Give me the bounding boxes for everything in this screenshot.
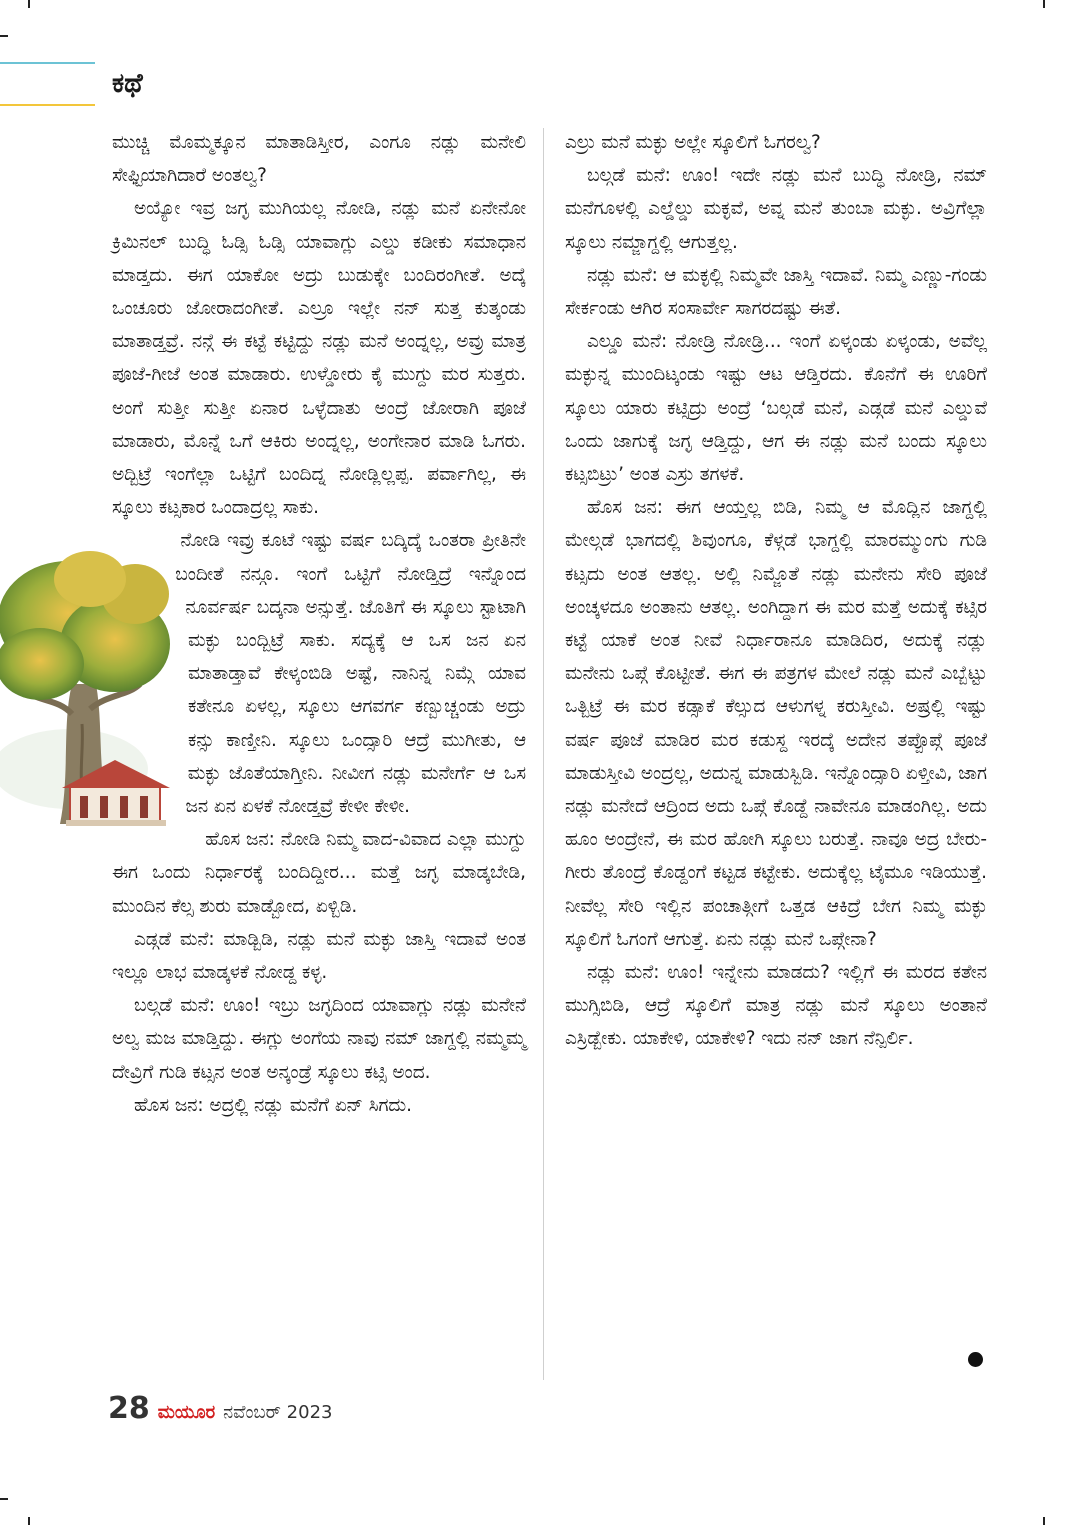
section-title: ಕಥೆ <box>112 68 143 99</box>
crop-mark-bottom-right <box>1043 1517 1045 1525</box>
left-paragraph-7: ಹೊಸ ಜನ: ಅದ್ರಲ್ಲಿ ನಡ್ಲು ಮನೆಗೆ ಏನ್ ಸಿಗದು. <box>134 1094 412 1116</box>
left-paragraph-6: ಬಲ್ಗಡೆ ಮನೆ: ಊಂ! ಇಬ್ರು ಜಗ್ಳದಿಂದ ಯಾವಾಗ್ಲು ನಡ್ಲು ಮನೇನೆ ಅಲ್ವ ಮಜ ಮಾಡ್ತಿದ್ದು. ಈಗ್ಲು ಅಂಗೆಯ ನಾವು ನಮ್ ಜಾಗ್ದಲ್ಲಿ ನಮ್ಮಮ್ಮ ದೇವ್ರಿಗೆ ಗುಡಿ ಕಟ್ಸನ ಅಂತ ಅನ್ಕಂಡ್ರೆ ಸ್ಕೂಲು ಕಟ್ಸಿ ಅಂದ. <box>112 995 526 1083</box>
page-footer <box>108 1391 332 1431</box>
column-divider <box>543 128 544 1380</box>
left-paragraph-2: ಅಯ್ಯೋ ಇವ್ರ ಜಗ್ಳ ಮುಗಿಯಲ್ಲ ನೋಡಿ, ನಡ್ಲು ಮನೆ ಏನೇನೋ ಕ್ರಿಮಿನಲ್ ಬುದ್ಧಿ ಓಡ್ಸಿ ಓಡ್ಸಿ ಯಾವಾಗ್ಲು ಎಲ್ಡು ಕಡೀಕು ಸಮಾಧಾನ ಮಾಡ್ತದು. ಈಗ ಯಾಕೋ ಅದ್ರು ಬುಡುಕ್ಕೇ ಬಂದಿರಂಗೀತೆ. ಅದ್ಕೆ ಒಂಚೂರು ಜೋರಾದಂಗೀತೆ. ಎಲ್ರೂ ಇಲ್ಲೇ ನನ್ ಸುತ್ತ ಕುತ್ಕಂಡು ಮಾತಾಡ್ತವ್ರೆ. ನನ್ಗೆ ಈ ಕಟ್ಟೆ ಕಟ್ಟಿದ್ದು ನಡ್ಲು ಮನೆ ಅಂದ್ನಲ್ಲ, ಅವ್ರು ಮಾತ್ರ ಪೂಜೆ-ಗೀಜೆ ಅಂತ ಮಾಡಾರು. ಉಳ್ಡೋರು ಕೈ ಮುಗ್ದು ಮರ ಸುತ್ತರು. ಅಂಗೆ ಸುತ್ತೀ ಸುತ್ತೀ ಏನಾರ ಒಳ್ಳೆದಾತು ಅಂದ್ರೆ ಜೋರಾಗಿ ಪೂಜೆ ಮಾಡಾರು, ಮೊನ್ನೆ ಒಗೆ ಆಕಿರು ಅಂದ್ನಲ್ಲ, ಅಂಗೇನಾರ ಮಾಡಿ ಓಗರು. ಅದ್ಬಿಟ್ರೆ ಇಂಗೆಲ್ಲಾ ಒಟ್ಟಿಗೆ ಬಂದಿದ್ನ ನೋಡ್ಲಿಲ್ಲಪ್ಪ. ಪರ್ವಾಗಿಲ್ಲ, ಈ ಸ್ಕೂಲು ಕಟ್ಸಕಾರ ಒಂದಾದ್ರಲ್ಲ ಸಾಕು. <box>112 198 526 519</box>
right-column <box>565 126 987 1056</box>
crop-mark-left-upper <box>0 35 8 37</box>
header-rule-top <box>0 62 95 64</box>
left-paragraph-5: ಎಡ್ಗಡೆ ಮನೆ: ಮಾಡ್ಬಿಡಿ, ನಡ್ಲು ಮನೆ ಮಕ್ಳು ಜಾಸ್ತಿ ಇದಾವೆ ಅಂತ ಇಲ್ಲೂ ಲಾಭ ಮಾಡ್ಕಳಕೆ ನೋಡ್ದ ಕಳ್ಳ. <box>112 928 526 984</box>
left-column <box>112 126 526 1122</box>
header-rule-bottom <box>0 104 95 106</box>
right-paragraph-5: ಹೊಸ ಜನ: ಈಗ ಆಯ್ತಲ್ಲ ಬಿಡಿ, ನಿಮ್ಮ ಆ ಮೊದ್ಲಿನ ಜಾಗ್ದಲ್ಲಿ ಮೇಲ್ಗಡೆ ಭಾಗದಲ್ಲಿ ಶಿವುಂಗೂ, ಕೆಳ್ಗಡೆ ಭಾಗ್ದಲ್ಲಿ ಮಾರಮ್ಮುಂಗು ಗುಡಿ ಕಟ್ಸದು ಅಂತ ಆತಲ್ಲ. ಅಲ್ಲಿ ನಿಮ್ಜೊತೆ ನಡ್ಲು ಮನೇನು ಸೇರಿ ಪೂಜೆ ಅಂಚ್ಕಳದೂ ಅಂತಾನು ಆತಲ್ಲ. ಅಂಗಿದ್ದಾಗ ಈ ಮರ ಮತ್ತೆ ಅದುಕ್ಕೆ ಕಟ್ಸಿರ ಕಟ್ಟೆ ಯಾಕೆ ಅಂತ ನೀವೆ ನಿರ್ಧಾರಾನೂ ಮಾಡಿದಿರ, ಅದುಕ್ಕೆ ನಡ್ಲು ಮನೇನು ಒಪ್ಗೆ ಕೊಟ್ಟೀತೆ. ಈಗ ಈ ಪತ್ರಗಳ ಮೇಲೆ ನಡ್ಲು ಮನೆ ಎಬ್ಬೆಟ್ಟು ಒತ್ಬಿಟ್ರೆ ಈ ಮರ ಕಡ್ಸಾಕೆ ಕೆಲ್ಸುದ ಆಳುಗಳ್ನ ಕರುಸ್ತೀವಿ. ಅಷ್ರಲ್ಲಿ ಇಷ್ಟು ವರ್ಷ ಪೂಜೆ ಮಾಡಿರ ಮರ ಕಡುಸ್ದ ಇರದ್ಕೆ ಅದೇನ ತಪ್ಪೊಪ್ಗೆ ಪೂಜೆ ಮಾಡುಸ್ತೀವಿ ಅಂದ್ರಲ್ಲ, ಅದುನ್ನ ಮಾಡುಸ್ಬಿಡಿ. ಇನ್ನೊಂದ್ಸಾರಿ ಏಳ್ತೀವಿ, ಜಾಗ ನಡ್ಲು ಮನೇದೆ ಆದ್ರಿಂದ ಅದು ಒಪ್ಗೆ ಕೊಡ್ದೆ ನಾವೇನೂ ಮಾಡಂಗಿಲ್ಲ. ಅದು ಹೂಂ ಅಂದ್ರೇನೆ, ಈ ಮರ ಹೋಗಿ ಸ್ಕೂಲು ಬರುತ್ತೆ. ನಾವೂ ಅದ್ರ ಬೇರು-ಗೀರು ತೊಂದ್ರೆ ಕೊಡ್ದಂಗೆ ಕಟ್ಟಡ ಕಟ್ಟೇಕು. ಅದುಕ್ಕೆಲ್ಲ ಟೈಮೂ ಇಡಿಯುತ್ತೆ. ನೀವೆಲ್ಲ ಸೇರಿ ಇಲ್ಲಿನ ಪಂಚಾತ್ಗೀಗೆ ಒತ್ತಡ ಆಕಿದ್ರೆ ಬೇಗ ನಿಮ್ಮ ಮಕ್ಳು ಸ್ಕೂಲಿಗೆ ಓಗಂಗೆ ಆಗುತ್ತೆ. ಏನು ನಡ್ಲು ಮನೆ ಒಪ್ಗೇನಾ? <box>565 497 987 950</box>
story-end-bullet-icon <box>968 1352 983 1367</box>
crop-mark-top-left <box>28 0 30 8</box>
right-paragraph-1: ಎಲ್ರು ಮನೆ ಮಕ್ಳು ಅಲ್ಲೇ ಸ್ಕೂಲಿಗೆ ಓಗರಲ್ವ? <box>565 132 821 153</box>
crop-mark-left-lower <box>0 1498 8 1500</box>
crop-mark-bottom-left <box>28 1517 30 1525</box>
right-paragraph-2: ಬಲ್ಗಡೆ ಮನೆ: ಊಂ! ಇದೇ ನಡ್ಲು ಮನೆ ಬುದ್ಧಿ ನೋಡ್ರಿ, ನಮ್ ಮನೆಗೂಳಲ್ಲಿ ಎಲ್ಡೆಲ್ಡು ಮಕ್ಳವೆ, ಅವ್ನ ಮನೆ ತುಂಬಾ ಮಕ್ಳು. ಅವ್ರಿಗೆಲ್ಲಾ ಸ್ಕೂಲು ನಮ್ಜಾಗ್ದಲ್ಲಿ ಆಗುತ್ತಲ್ಲ. <box>565 165 987 253</box>
magazine-name: ಮಯೂರ <box>157 1402 216 1423</box>
crop-mark-top-right <box>1043 0 1045 8</box>
right-paragraph-6: ನಡ್ಲು ಮನೆ: ಊಂ! ಇನ್ನೇನು ಮಾಡದು? ಇಲ್ಲಿಗೆ ಈ ಮರದ ಕತೇನ ಮುಗ್ಸಿಬಿಡಿ, ಆದ್ರೆ ಸ್ಕೂಲಿಗೆ ಮಾತ್ರ ನಡ್ಲು ಮನೆ ಸ್ಕೂಲು ಅಂತಾನೆ ಎಸ್ರಿಡ್ಬೇಕು. ಯಾಕೇಳಿ, ಯಾಕೇಳಿ? ಇದು ನನ್ ಜಾಗ ನೆನ್ಪಿರ್ಲಿ. <box>565 962 987 1050</box>
page-number: 28 <box>108 1391 150 1426</box>
left-paragraph-4: ಹೊಸ ಜನ: ನೋಡಿ ನಿಮ್ಮ ವಾದ-ವಿವಾದ ಎಲ್ಲಾ ಮುಗ್ದು ಈಗ ಒಂದು ನಿರ್ಧಾರಕ್ಕೆ ಬಂದಿದ್ದೀರ... ಮತ್ತೆ ಜಗ್ಳ ಮಾಡ್ಕಬೇಡಿ, ಮುಂದಿನ ಕೆಲ್ಸ ಶುರು ಮಾಡ್ಬೋದ, ಏಳ್ಬಿಡಿ. <box>112 829 526 917</box>
left-paragraph-1: ಮುಚ್ಚಿ ಮೊಮ್ಮಕ್ಕೂನ ಮಾತಾಡಿಸ್ತೀರ, ಎಂಗೂ ನಡ್ಲು ಮನೇಲಿ ಸೇಫ್ಟಿಯಾಗಿದಾರೆ ಅಂತಲ್ವ? <box>112 132 526 187</box>
issue-date: ನವೆಂಬರ್ 2023 <box>223 1402 333 1423</box>
right-paragraph-3: ನಡ್ಲು ಮನೆ: ಆ ಮಕ್ಳಲ್ಲಿ ನಿಮ್ಮವೇ ಜಾಸ್ತಿ ಇದಾವೆ. ನಿಮ್ಮ ಎಣ್ಣು-ಗಂಡು ಸೇರ್ಕಂಡು ಆಗಿರ ಸಂಸಾರ್ವೇ ಸಾಗರದಷ್ಟು ಈತೆ. <box>565 264 987 320</box>
left-paragraph-3: ನೋಡಿ ಇವ್ರು ಕೂಟೆ ಇಷ್ಟು ವರ್ಷ ಬದ್ಕಿದ್ಕೆ ಒಂತರಾ ಪ್ರೀತಿನೇ ಬಂದೀತೆ ನನ್ಗೂ. ಇಂಗೆ ಒಟ್ಟಿಗೆ ನೋಡ್ತಿದ್ರೆ ಇನ್ನೊಂದ ನೂರ್ವರ್ಷ ಬದ್ಕನಾ ಅನ್ಸುತ್ತೆ. ಜೊತಿಗೆ ಈ ಸ್ಕೂಲು ಸ್ಟಾಟಾಗಿ ಮಕ್ಳು ಬಂದ್ಬಿಟ್ರೆ ಸಾಕು. ಸದ್ಯಕ್ಕೆ ಆ ಒಸ ಜನ ಏನ ಮಾತಾಡ್ತಾವೆ ಕೇಳ್ಕಂಬಿಡಿ ಅಷ್ಟೆ, ನಾನಿನ್ನ ನಿಮ್ಗೆ ಯಾವ ಕತೇನೂ ಏಳಲ್ಲ, ಸ್ಕೂಲು ಆಗವರ್ಗ ಕಣ್ಬುಚ್ಚಂಡು ಅದ್ರು ಕನ್ಸು ಕಾಣ್ತೀನಿ. ಸ್ಕೂಲು ಒಂದ್ಸಾರಿ ಆದ್ರೆ ಮುಗೀತು, ಆ ಮಕ್ಳು ಜೊತೆಯಾಗ್ತೀನಿ. ನೀವೀಗ ನಡ್ಲು ಮನೇರ್ಗೆ ಆ ಒಸ ಜನ ಏನ ಏಳಕೆ ನೋಡ್ತವ್ರೆ ಕೇಳೀ ಕೇಳೀ. <box>175 530 526 818</box>
tree-temple-illustration <box>0 524 178 842</box>
right-paragraph-4: ಎಲ್ಡೂ ಮನೆ: ನೋಡ್ರಿ ನೋಡ್ರಿ... ಇಂಗೆ ಏಳ್ಕಂಡು ಏಳ್ಕಂಡು, ಅವೆಲ್ಲ ಮಕ್ಳುನ್ನ ಮುಂದಿಟ್ಕಂಡು ಇಷ್ಟು ಆಟ ಆಡ್ತಿರದು. ಕೊನೆಗೆ ಈ ಊರಿಗೆ ಸ್ಕೂಲು ಯಾರು ಕಟ್ಸಿದ್ರು ಅಂದ್ರೆ ‘ಬಲ್ಗಡೆ ಮನೆ, ಎಡ್ಗಡೆ ಮನೆ ಎಲ್ಡುವೆ ಒಂದು ಜಾಗುಕ್ಕೆ ಜಗ್ಳ ಆಡ್ತಿದ್ದು, ಆಗ ಈ ನಡ್ಲು ಮನೆ ಬಂದು ಸ್ಕೂಲು ಕಟ್ಸಬಿಟ್ರು’ ಅಂತ ಎಸ್ರು ತಗಳಕೆ. <box>565 331 987 486</box>
